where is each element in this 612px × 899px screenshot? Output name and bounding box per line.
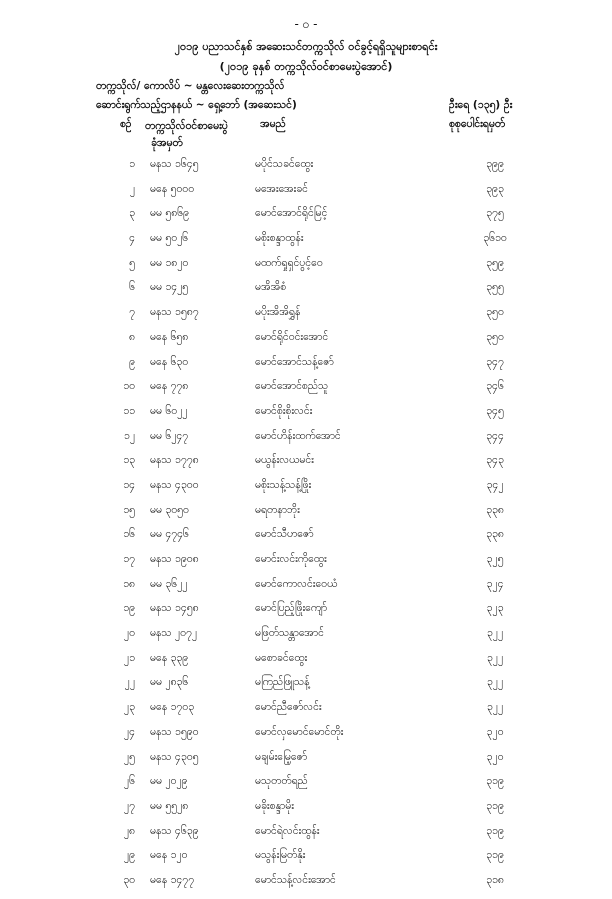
row-roll: မမ ၅၈၆၉	[150, 207, 190, 220]
university-line: တက္ကသိုလ်/ ကောလိပ် ~ မန္တလေးဆေးတက္ကသိုလ်	[96, 80, 285, 92]
count-line: ဦးရေ (၁၃၅) ဦး	[449, 99, 513, 111]
row-marks: ၃၁၉	[486, 849, 504, 862]
table-row	[0, 528, 612, 553]
row-sr: ၁၀	[123, 380, 135, 393]
row-sr: ၂၈	[123, 824, 135, 837]
row-roll: မမ ၂၈၃၆	[150, 676, 189, 689]
row-name: မောင်အောင်ရိုင်မြင့်	[255, 207, 328, 220]
row-sr: ၄	[129, 232, 135, 245]
row-marks: ၃၂၀	[486, 750, 504, 763]
table-row	[0, 874, 612, 899]
row-marks: ၃၁၈	[486, 873, 504, 886]
row-marks: ၃၂၂	[486, 627, 504, 640]
row-name: မောင်လှမောင်မောင်တိုး	[255, 725, 344, 738]
row-marks: ၃၂၅	[486, 553, 504, 565]
row-sr: ၁၁	[123, 404, 135, 417]
row-name: မရတနာဘိုး	[255, 503, 300, 516]
table-row	[0, 504, 612, 529]
row-name: မသုတတ်ရည်	[255, 775, 308, 788]
row-sr: ၂၉	[123, 849, 135, 862]
table-row	[0, 454, 612, 479]
row-roll: မနေ ၃၃၉	[150, 651, 189, 664]
row-roll: မနသ ၁၉၀၈	[150, 553, 199, 565]
row-roll: မမ ၅၀၂၆	[150, 232, 189, 245]
row-marks: ၃၃၈	[486, 503, 504, 516]
table-row	[0, 578, 612, 603]
title-line-1: ၂၀၁၉ ပညာသင်နှစ် အဆေးသင်တက္ကသိုလ် ဝင်ခွင့်ရရှိသူများစာရင်း	[174, 40, 438, 53]
row-sr: ၈	[129, 330, 135, 343]
row-name: မောင်ကောလင်းဝေယံ	[255, 577, 338, 590]
table-row	[0, 158, 612, 183]
row-name: မအေးအေးခင်	[255, 182, 308, 195]
table-row	[0, 257, 612, 282]
row-sr: ၃၀	[123, 873, 135, 886]
row-marks: ၃၄၃	[486, 454, 504, 467]
row-roll: မမ ၆၀၂၂	[150, 404, 188, 417]
row-sr: ၁၄	[123, 478, 135, 491]
table-row	[0, 849, 612, 874]
row-marks: ၃၇၅	[486, 207, 504, 220]
row-name: မစိုးသန့်သန့်ဖြိုး	[255, 478, 312, 491]
row-sr: ၁၂	[123, 429, 135, 442]
row-roll: မနသ ၁၄၅၈	[150, 602, 199, 615]
row-sr: ၅	[129, 256, 135, 269]
row-roll: မနေ ၆၃၀	[150, 355, 189, 368]
row-name: မောင်ပြည့်ဖြိုးကျော်	[255, 602, 328, 615]
row-marks: ၃၁၉	[486, 775, 504, 788]
row-name: မယွန်းလယမင်း	[255, 454, 314, 467]
row-sr: ၃	[129, 207, 135, 220]
row-name: မစောခင်ထွေး	[255, 651, 308, 664]
header-roll-line1: တက္ကသိုလ်ဝင်စာမေးပွဲ	[145, 120, 228, 132]
row-marks: ၃၉၃	[486, 182, 504, 195]
row-sr: ၂၀	[123, 627, 135, 640]
row-roll: မနသ ၄၆၃၉	[150, 824, 199, 837]
row-name: မောင်းလင်းကိုထွေး	[255, 553, 327, 565]
row-sr: ၂၆	[123, 775, 135, 788]
row-roll: မမ ၅၅၂၈	[150, 799, 189, 812]
row-sr: ၂၂	[124, 676, 135, 689]
exam-region-line: ဆောင်းရွက်သည့်ဌာနနယ် ~ ရှေ့ဘော် (အဆေးသင်)	[96, 99, 297, 111]
row-sr: ၂၃	[123, 701, 135, 714]
table-row	[0, 306, 612, 331]
table-row	[0, 726, 612, 751]
row-name: မောင်အောင်စည်သူ	[255, 380, 329, 393]
table-row	[0, 825, 612, 850]
row-marks: ၃၅၀	[486, 330, 504, 343]
row-roll: မနေ ၆၅၈	[150, 330, 189, 343]
row-roll: မမ ၂၀၂၉	[150, 775, 188, 788]
row-name: မဖြတ်သန္တာအောင်	[255, 627, 324, 640]
row-roll: မမ ၃၆၂၂	[150, 577, 188, 590]
table-row	[0, 775, 612, 800]
row-roll: မနသ ၄၃၀၀	[150, 478, 199, 491]
row-roll: မမ ၆၂၄၇	[150, 429, 189, 442]
table-row	[0, 627, 612, 652]
row-sr: ၁၆	[123, 528, 135, 541]
row-sr: ၉	[129, 355, 135, 368]
row-sr: ၂	[129, 182, 135, 195]
row-marks: ၃၄၆	[486, 380, 504, 393]
row-roll: မမ ၃၀၅၀	[150, 503, 189, 516]
header-name: အမည်	[260, 118, 286, 130]
table-row	[0, 479, 612, 504]
row-roll: မမ ၁၄၂၅	[150, 281, 189, 294]
row-name: မစိုးစန္ဒာထွန်း	[255, 232, 304, 245]
row-name: မောင်ရဲလင်းထွန်း	[255, 824, 320, 837]
row-marks: ၃၅၉	[486, 256, 504, 269]
row-sr: ၁၅	[123, 503, 135, 516]
header-sr: စဉ်	[120, 118, 132, 130]
table-row	[0, 232, 612, 257]
row-roll: မနသ ၄၃၀၅	[150, 750, 199, 763]
table-row	[0, 751, 612, 776]
row-name: မချမ်းမြေ့ဇော်	[255, 750, 308, 763]
table-row	[0, 652, 612, 677]
row-sr: ၂၅	[123, 750, 135, 763]
row-roll: မနေ ၁၄၇၇	[150, 873, 195, 886]
row-marks: ၃၂၄	[486, 577, 504, 590]
row-roll: မနေ ၁၇၀၃	[150, 701, 195, 714]
row-name: မသွန်းမြတ်နိုး	[255, 849, 306, 862]
row-marks: ၃၃၈	[486, 528, 504, 541]
row-sr: ၇	[129, 306, 135, 319]
row-name: မောင်အောင်သန့်ဇော်	[255, 355, 334, 368]
row-name: မပိုင်သခင်ထွေး	[255, 158, 314, 170]
row-marks: ၃၅၅	[486, 281, 504, 294]
row-marks: ၃၁၉	[486, 799, 504, 812]
table-row	[0, 281, 612, 306]
row-marks: ၃၉၉	[486, 158, 504, 170]
row-name: မောင်စိုးစိုးလင်း	[255, 404, 313, 417]
row-sr: ၂၇	[123, 799, 135, 812]
table-row	[0, 405, 612, 430]
row-name: မောင်သီဟဇော်	[255, 528, 314, 541]
table-row	[0, 800, 612, 825]
row-marks: ၃၂၂	[486, 676, 504, 689]
page-number: - ၀ -	[294, 17, 318, 31]
row-marks: ၃၂၃	[486, 602, 504, 615]
row-roll: မနေ ၅၀၀၀	[150, 182, 195, 195]
row-name: မကြည်ဖြူသန့်	[255, 676, 310, 689]
row-name: မထက်ရှုရှင်ပွင့်ဝေ	[255, 256, 323, 269]
row-name: မအိအိစံ	[255, 281, 287, 294]
row-name: မောင်ရိုင်ဝင်းအောင်	[255, 330, 329, 343]
row-roll: မနသ ၁၅၈၇	[150, 306, 199, 319]
row-sr: ၁၈	[123, 577, 135, 590]
table-row	[0, 331, 612, 356]
row-marks: ၃၂၂	[486, 701, 504, 714]
row-roll: မနသ ၂၀၇၂	[150, 627, 198, 640]
row-roll: မနသ ၁၆၄၅	[150, 158, 199, 170]
table-row	[0, 183, 612, 208]
row-sr: ၂၄	[123, 725, 135, 738]
row-marks: ၃၆၁၀	[483, 232, 507, 245]
title-line-2: (၂၀၁၉ ခုနှစ် တက္ကသိုလ်ဝင်စာမေးပွဲအောင်)	[219, 60, 393, 73]
row-marks: ၃၄၅	[486, 404, 504, 417]
header-roll	[145, 118, 228, 152]
row-marks: ၃၄၄	[486, 429, 504, 442]
results-table-body	[0, 158, 612, 899]
row-name: မပိုးအိအိရွှန်	[255, 306, 301, 319]
row-roll: မနေ ၇၇၈	[150, 380, 189, 393]
row-roll: မနသ ၁၅၉၀	[150, 725, 199, 738]
row-name: မောင်ဟိန်းထက်အောင်	[255, 429, 341, 442]
row-name: မခိုးစန္ဒာမိုး	[255, 799, 294, 812]
row-roll: မနသ ၁၇၇၈	[150, 454, 199, 467]
row-sr: ၆	[129, 281, 135, 294]
table-row	[0, 553, 612, 578]
row-marks: ၃၄၂	[486, 478, 504, 491]
row-marks: ၃၂၀	[486, 725, 504, 738]
table-row	[0, 602, 612, 627]
row-marks: ၃၁၉	[486, 824, 504, 837]
row-roll: မနေ ၁၂၀	[150, 849, 188, 862]
table-row	[0, 380, 612, 405]
row-marks: ၃၅၀	[486, 306, 504, 319]
table-row	[0, 207, 612, 232]
row-roll: မမ ၁၈၂၀	[150, 256, 189, 269]
row-sr: ၁	[129, 158, 135, 170]
header-marks: စုစုပေါင်းရမှတ်	[449, 118, 506, 130]
table-row	[0, 356, 612, 381]
row-sr: ၁၃	[123, 454, 135, 467]
table-row	[0, 701, 612, 726]
row-sr: ၁၉	[123, 602, 135, 615]
header-roll-line2: ခုံအမှတ်	[151, 137, 183, 149]
row-marks: ၃၄၇	[486, 355, 504, 368]
table-row	[0, 676, 612, 701]
table-row	[0, 430, 612, 455]
row-sr: ၂၁	[123, 651, 135, 664]
row-marks: ၃၂၂	[486, 651, 504, 664]
row-name: မောင်သန့်လင်းအောင်	[255, 873, 336, 886]
row-sr: ၁၇	[123, 553, 135, 565]
row-name: မောင်ညီဇော်လင်း	[255, 701, 322, 714]
row-roll: မမ ၄၇၄၆	[150, 528, 189, 541]
